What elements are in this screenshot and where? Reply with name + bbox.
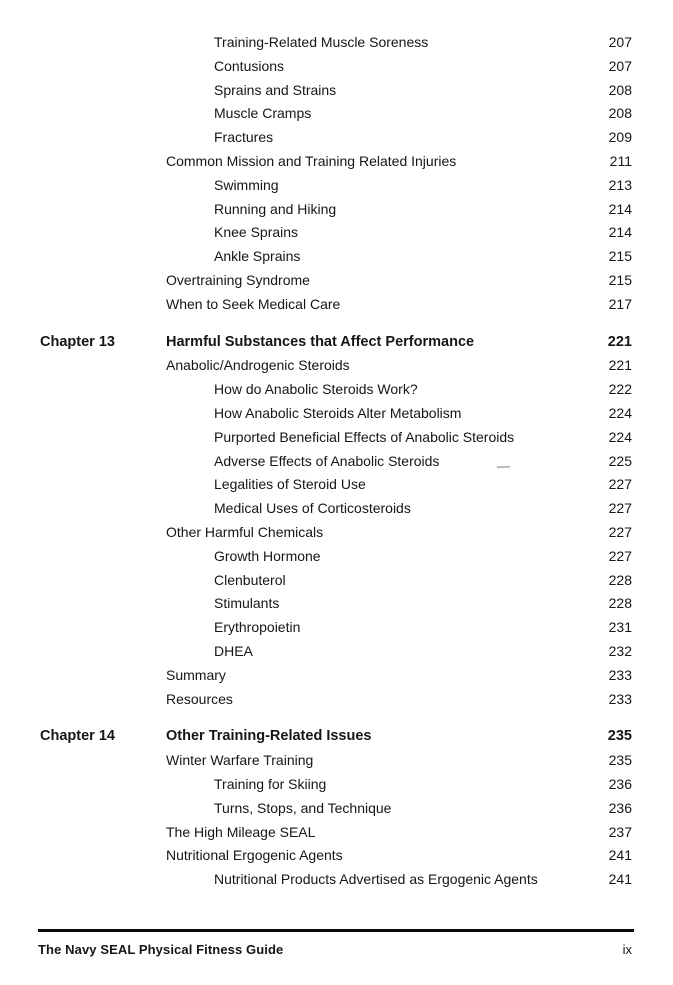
toc-section: [40, 331, 632, 712]
entry-page-number: 241: [608, 847, 632, 864]
entry-title: Ankle Sprains: [214, 248, 301, 265]
toc-entry-row: [40, 545, 632, 569]
entry-page-number: 207: [608, 34, 632, 50]
entry-page-number: 209: [608, 129, 632, 146]
entry-page-number: 222: [608, 381, 632, 398]
entry-page-number: 207: [608, 57, 632, 74]
entry-title: Overtraining Syndrome: [166, 271, 310, 288]
toc-entry-row: [40, 102, 632, 126]
toc-entry-row: [40, 868, 632, 892]
toc-entry-row: [40, 150, 632, 174]
entry-page-number: 215: [608, 248, 632, 265]
entry-title: Legalities of Steroid Use: [214, 476, 366, 493]
entry-title: Contusions: [214, 57, 285, 74]
toc-entry-row: [40, 55, 632, 79]
entry-page-number: 227: [608, 523, 632, 540]
entry-page-number: 221: [608, 357, 632, 374]
entry-page-number: 227: [608, 476, 632, 493]
toc-entry-row: [40, 31, 632, 55]
entry-page-number: 228: [608, 571, 632, 588]
toc-entry-row: [40, 688, 632, 712]
entry-page-number: 215: [608, 271, 632, 288]
entry-page-number: 217: [608, 295, 632, 312]
entry-page-number: 214: [608, 200, 632, 217]
entry-title: Growth Hormone: [214, 547, 321, 564]
entry-title: Clenbuterol: [214, 571, 286, 588]
toc-entry-row: [40, 198, 632, 222]
entry-page-number: 227: [608, 500, 632, 517]
entry-page-number: 214: [608, 224, 632, 241]
entry-title: Fractures: [214, 129, 274, 146]
entry-title: The High Mileage SEAL: [166, 823, 316, 840]
toc-entry-row: [40, 664, 632, 688]
chapter-heading-row: [40, 331, 632, 355]
toc-entry-row: [40, 269, 632, 293]
entry-page-number: 236: [608, 775, 632, 792]
entry-title: Running and Hiking: [214, 200, 337, 217]
entry-page-number: 208: [608, 81, 632, 98]
entry-page-number: 232: [608, 642, 632, 659]
toc-entry-row: [40, 79, 632, 103]
footer-rule: [38, 929, 634, 932]
entry-page-number: 228: [608, 595, 632, 612]
toc-entry-row: [40, 126, 632, 150]
entry-title: Other Harmful Chemicals: [166, 523, 324, 540]
toc-section: [40, 31, 632, 317]
chapter-label: Chapter 14: [40, 728, 115, 745]
toc-entry-row: [40, 592, 632, 616]
entry-title: Turns, Stops, and Technique: [214, 799, 392, 816]
toc-entry-row: [40, 497, 632, 521]
entry-title: DHEA: [214, 642, 253, 659]
entry-title: Nutritional Products Advertised as Ergogenic Agents: [214, 871, 538, 888]
entry-page-number: 208: [608, 105, 632, 122]
entry-page-number: 241: [608, 871, 632, 888]
entry-title: Knee Sprains: [214, 224, 299, 241]
toc-entry-row: [40, 616, 632, 640]
toc-entry-row: [40, 521, 632, 545]
chapter-title: Harmful Substances that Affect Performance: [166, 333, 475, 350]
toc-entry-row: [40, 749, 632, 773]
toc-entry-row: [40, 221, 632, 245]
toc-entry-row: [40, 569, 632, 593]
entry-title: When to Seek Medical Care: [166, 295, 341, 312]
toc-entry-row: [40, 450, 632, 474]
entry-title: Erythropoietin: [214, 619, 301, 636]
entry-page-number: 233: [608, 690, 632, 707]
entry-title: Training-Related Muscle Soreness: [214, 34, 429, 50]
entry-page-number: 236: [608, 799, 632, 816]
entry-title: Medical Uses of Corticosteroids: [214, 500, 411, 517]
entry-title: Adverse Effects of Anabolic Steroids: [214, 452, 440, 469]
entry-title: Anabolic/Androgenic Steroids: [166, 357, 350, 374]
entry-title: Nutritional Ergogenic Agents: [166, 847, 343, 864]
chapter-title: Other Training-Related Issues: [166, 728, 372, 745]
entry-title: Summary: [166, 666, 226, 683]
table-of-contents: [40, 31, 632, 892]
entry-title: How Anabolic Steroids Alter Metabolism: [214, 404, 462, 421]
entry-title: Sprains and Strains: [214, 81, 337, 98]
entry-title: Purported Beneficial Effects of Anabolic Steroids: [214, 428, 515, 445]
chapter-heading-row: [40, 725, 632, 749]
entry-page-number: 211: [609, 152, 632, 169]
entry-title: Resources: [166, 690, 233, 707]
toc-entry-row: [40, 426, 632, 450]
toc-entry-row: [40, 844, 632, 868]
chapter-page-number: 235: [607, 728, 632, 745]
entry-page-number: 224: [608, 404, 632, 421]
page-footer: [38, 942, 632, 957]
toc-entry-row: [40, 293, 632, 317]
entry-title: Training for Skiing: [214, 775, 327, 792]
toc-entry-row: [40, 821, 632, 845]
entry-title: How do Anabolic Steroids Work?: [214, 381, 418, 398]
entry-page-number: 225: [608, 452, 632, 469]
toc-entry-row: [40, 245, 632, 269]
entry-page-number: 227: [608, 547, 632, 564]
entry-page-number: 231: [608, 619, 632, 636]
chapter-page-number: 221: [607, 333, 632, 350]
footer-page-number: ix: [622, 942, 632, 957]
entry-title: Muscle Cramps: [214, 105, 312, 122]
entry-title: Winter Warfare Training: [166, 752, 314, 769]
entry-title: Swimming: [214, 176, 279, 193]
toc-entry-row: [40, 773, 632, 797]
chapter-label: Chapter 13: [40, 333, 115, 350]
entry-page-number: 237: [608, 823, 632, 840]
entry-page-number: 213: [608, 176, 632, 193]
entry-title: Common Mission and Training Related Injuries: [166, 152, 457, 169]
toc-entry-row: [40, 473, 632, 497]
toc-entry-row: [40, 797, 632, 821]
toc-entry-row: [40, 402, 632, 426]
toc-section: [40, 725, 632, 892]
toc-entry-row: [40, 378, 632, 402]
toc-entry-row: [40, 640, 632, 664]
toc-entry-row: [40, 354, 632, 378]
toc-entry-row: [40, 174, 632, 198]
footer-book-title: The Navy SEAL Physical Fitness Guide: [38, 942, 284, 957]
entry-page-number: 224: [608, 428, 632, 445]
entry-title: Stimulants: [214, 595, 280, 612]
entry-page-number: 233: [608, 666, 632, 683]
entry-page-number: 235: [608, 752, 632, 769]
